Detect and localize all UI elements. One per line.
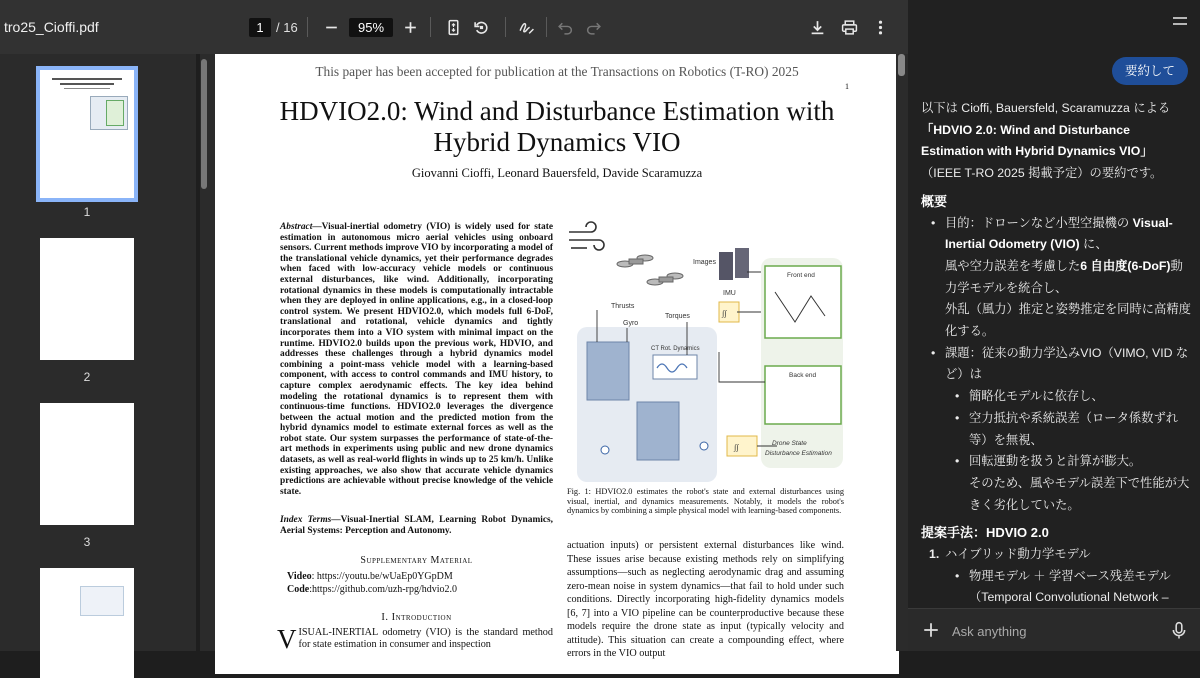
index-terms-text: —Visual-Inertial SLAM, Learning Robot Dynamics, Aerial Systems: Perception and Autonomy. — [280, 515, 554, 536]
title-line-1: HDVIO2.0: Wind and Disturbance Estimation with — [279, 96, 835, 126]
plus-icon — [402, 19, 419, 36]
chat-input[interactable] — [952, 621, 1152, 641]
rotate-icon — [473, 19, 490, 36]
chat-header — [908, 0, 1200, 46]
video-label: Video — [287, 571, 312, 582]
paper-title — [215, 96, 899, 158]
issue-item: • 課題：従来の動力学込みVIO（VIMO, VID など）は — [921, 343, 1191, 386]
figure-label-drone-state: Drone State — [772, 440, 807, 447]
index-terms — [280, 515, 553, 536]
pdf-page — [215, 54, 899, 674]
introduction-text — [277, 624, 553, 654]
code-link[interactable] — [287, 584, 457, 595]
figure-label-ctrot: CT Rot. Dynamics — [651, 346, 700, 352]
chat-composer — [908, 608, 1200, 651]
microphone-icon[interactable] — [1170, 621, 1188, 639]
video-link[interactable] — [287, 571, 453, 582]
figure-label-images: Images — [693, 259, 716, 266]
method-heading: 提案手法：HDVIO 2.0 — [921, 525, 1049, 541]
goal-item: • 目的：ドローンなど小型空撮機の Visual-Inertial Odometry (VIO) に、 — [921, 213, 1191, 256]
file-name: tro25_Cioffi.pdf — [4, 19, 99, 35]
figure-label-frontend: Front end — [787, 272, 815, 279]
network-block — [587, 342, 629, 400]
camera-image — [719, 252, 733, 280]
thumbnail-page-1[interactable] — [40, 70, 134, 198]
download-icon — [809, 19, 826, 36]
right-column-text: actuation inputs) or persistent external disturbances like wind. These issues arise because existing methods rely on simplifying assumptions—such as neglecting aerodynamic drag and assuming zero-mean noise in system dynamics—that fail to hold under such conditions. Directly incorporating high-fidelity dynamics models [6, 7] into a VIO pipeline can be counterproductive because these models require the drone state as input (typically velocity and attitude). This situation can create a compounding effect, where errors in the VIO output — [567, 540, 844, 659]
issue-sub-3-cont: そのため、風やモデル誤差下で性能が大きく劣化していた。 — [969, 475, 1190, 512]
user-message: 要約して — [1112, 57, 1188, 85]
introduction-heading: I. Introduction — [381, 612, 452, 623]
publication-note: This paper has been accepted for publication at the Transactions on Robotics (T-RO) 2025 — [315, 64, 799, 79]
drop-cap: V — [277, 624, 297, 654]
annotate-button[interactable] — [513, 14, 539, 40]
thumbnail-label: 1 — [83, 205, 91, 219]
thumbnail-page-3[interactable] — [40, 403, 134, 525]
more-options-button[interactable] — [867, 14, 893, 40]
thumbnail-scrollbar[interactable] — [200, 54, 208, 651]
integrator-block — [727, 436, 757, 456]
page-number-input[interactable]: 1 — [249, 18, 271, 37]
paper-authors: Giovanni Cioffi, Leonard Bauersfeld, Davide Scaramuzza — [411, 166, 703, 180]
toolbar-divider — [546, 17, 547, 37]
title-line-2: Hybrid Dynamics VIO — [433, 127, 681, 157]
figure-label-imu: IMU — [723, 290, 736, 297]
printer-icon — [841, 19, 858, 36]
thumbnail-page-2[interactable] — [40, 238, 134, 360]
integrator-label: ∫∫ — [722, 309, 727, 318]
toolbar-divider — [505, 17, 506, 37]
abstract — [280, 222, 553, 497]
figure-1-diagram — [567, 222, 843, 490]
ct-rot-block — [653, 355, 697, 379]
figure-label-gyro: Gyro — [623, 320, 639, 327]
menu-icon[interactable] — [1172, 14, 1188, 28]
assistant-response — [921, 98, 1191, 609]
signature-pen-icon — [518, 19, 535, 36]
integrator-label: ∫∫ — [734, 443, 739, 452]
more-vertical-icon — [872, 19, 889, 36]
supplementary-heading: Supplementary Material — [360, 555, 473, 566]
code-url: :https://github.com/uzh-rpg/hdvio2.0 — [309, 584, 458, 595]
zoom-in-button[interactable] — [397, 14, 423, 40]
thumbnail-label: 2 — [83, 370, 91, 384]
fit-page-button[interactable] — [440, 14, 466, 40]
figure-label-backend: Back end — [789, 372, 817, 379]
figure-label-disturbance: Disturbance Estimation — [765, 450, 832, 457]
toolbar-divider — [307, 17, 308, 37]
method-sub-1: • 物理モデル ＋ 学習ベース残差モデル — [921, 566, 1191, 588]
document-scrollbar[interactable] — [896, 54, 908, 651]
method-item-1: 1. ハイブリッド動力学モデル — [929, 547, 1091, 562]
index-terms-label: Index Terms — [280, 515, 332, 525]
venue-line: （IEEE T-RO 2025 掲載予定）の要約です。 — [921, 166, 1163, 181]
figure-label-torques: Torques — [665, 313, 690, 320]
goal-line-2: 風や空力誤差を考慮した6 自由度(6-DoF)動力学モデルを統合し、 — [945, 258, 1183, 295]
network-block — [637, 402, 679, 460]
issue-sub-3: • 回転運動を扱うと計算が膨大。 — [921, 451, 1191, 473]
abstract-label: Abstract — [280, 222, 313, 232]
page-number: 1 — [845, 82, 849, 91]
abstract-text: —Visual-inertial odometry (VIO) is widely used for state estimation in autonomous micro aerial vehicles using onboard sensors. Current methods improve VIO by incorporating a model of the translational vehicle dynamics, yet their performance degrades when faced with low-accuracy vehicle models or continuous external disturbances, like wind. Additionally, incorporating rotational dynamics in these models is computationally intractable when they are deployed in online applications, e.g., in a closed-loop control system. We present HDVIO2.0, which models full 6-DoF, translational and rotational, vehicle dynamics and tightly incorporates them into a VIO system with minimal impact on the runtime. HDVIO2.0 builds upon the previous work, HDVIO, and addresses these challenges through a hybrid dynamics model combining a point-mass vehicle model with a learning-based component, with access to control commands and IMU history, to capture complex aerodynamic effects. The key idea behind modeling the rotational dynamics is to represent them with continuous-time functions. HDVIO2.0 leverages the divergence between the actual motion and the predicted motion from the hybrid dynamics model to estimate external forces as well as the robot state. Our system surpasses the performance of state-of-the-art methods in experiments using public and new drone dynamics datasets, as well as real-world flights in winds up to 25 km/h. Unlike existing approaches, we also show that accurate vehicle dynamics predictions are achievable without precise knowledge of the vehicle state. — [280, 222, 553, 497]
figure-label-thrusts: Thrusts — [611, 303, 635, 310]
zoom-out-button[interactable] — [318, 14, 344, 40]
intro-line: 以下は Cioffi, Bauersfeld, Scaramuzza による — [921, 101, 1171, 115]
add-attachment-icon[interactable] — [922, 621, 940, 639]
print-button[interactable] — [836, 14, 862, 40]
minus-icon — [323, 19, 340, 36]
thumbnail-sidebar — [0, 54, 196, 651]
wind-icon — [569, 222, 604, 250]
method-sub-1-cont: （Temporal Convolutional Network – — [969, 590, 1169, 605]
toolbar-divider — [430, 17, 431, 37]
fit-page-icon — [445, 19, 462, 36]
thumbnail-page-4[interactable] — [40, 568, 134, 678]
paper-title-text: 「HDVIO 2.0: Wind and Disturbance Estimation with Hybrid Dynamics VIO」 — [921, 122, 1153, 159]
code-label: Code — [287, 584, 310, 595]
zoom-level-input[interactable]: 95% — [349, 18, 393, 37]
goal-line-3: 外乱（風力）推定と姿勢推定を同時に高精度化する。 — [945, 302, 1191, 339]
page-total: / 16 — [276, 20, 298, 35]
document-viewport — [208, 54, 908, 659]
drone-icon — [617, 255, 683, 285]
figure-caption: Fig. 1: HDVIO2.0 estimates the robot's state and external disturbances using visual, inertial, and dynamics measurements. Notably, it models the robot's dynamics by combining a simple physical model with learning-based components. — [567, 487, 844, 516]
issue-sub-2: • 空力抵抗や系統誤差（ロータ係数ずれ等）を無視、 — [921, 408, 1191, 451]
redo-button[interactable] — [580, 14, 606, 40]
undo-icon — [557, 19, 574, 36]
pdf-toolbar — [0, 0, 908, 54]
video-url: : https://youtu.be/wUaEp0YGpDM — [311, 571, 453, 582]
redo-icon — [585, 19, 602, 36]
chat-panel — [908, 0, 1200, 651]
undo-button[interactable] — [552, 14, 578, 40]
thumbnail-label: 3 — [83, 535, 91, 549]
download-button[interactable] — [804, 14, 830, 40]
introduction-body: ISUAL-INERTIAL odometry (VIO) is the standard method for state estimation in consumer and inspection — [298, 627, 553, 650]
camera-image — [735, 248, 749, 278]
overview-heading: 概要 — [921, 193, 948, 209]
issue-sub-1: • 簡略化モデルに依存し、 — [921, 386, 1191, 408]
rotate-button[interactable] — [468, 14, 494, 40]
